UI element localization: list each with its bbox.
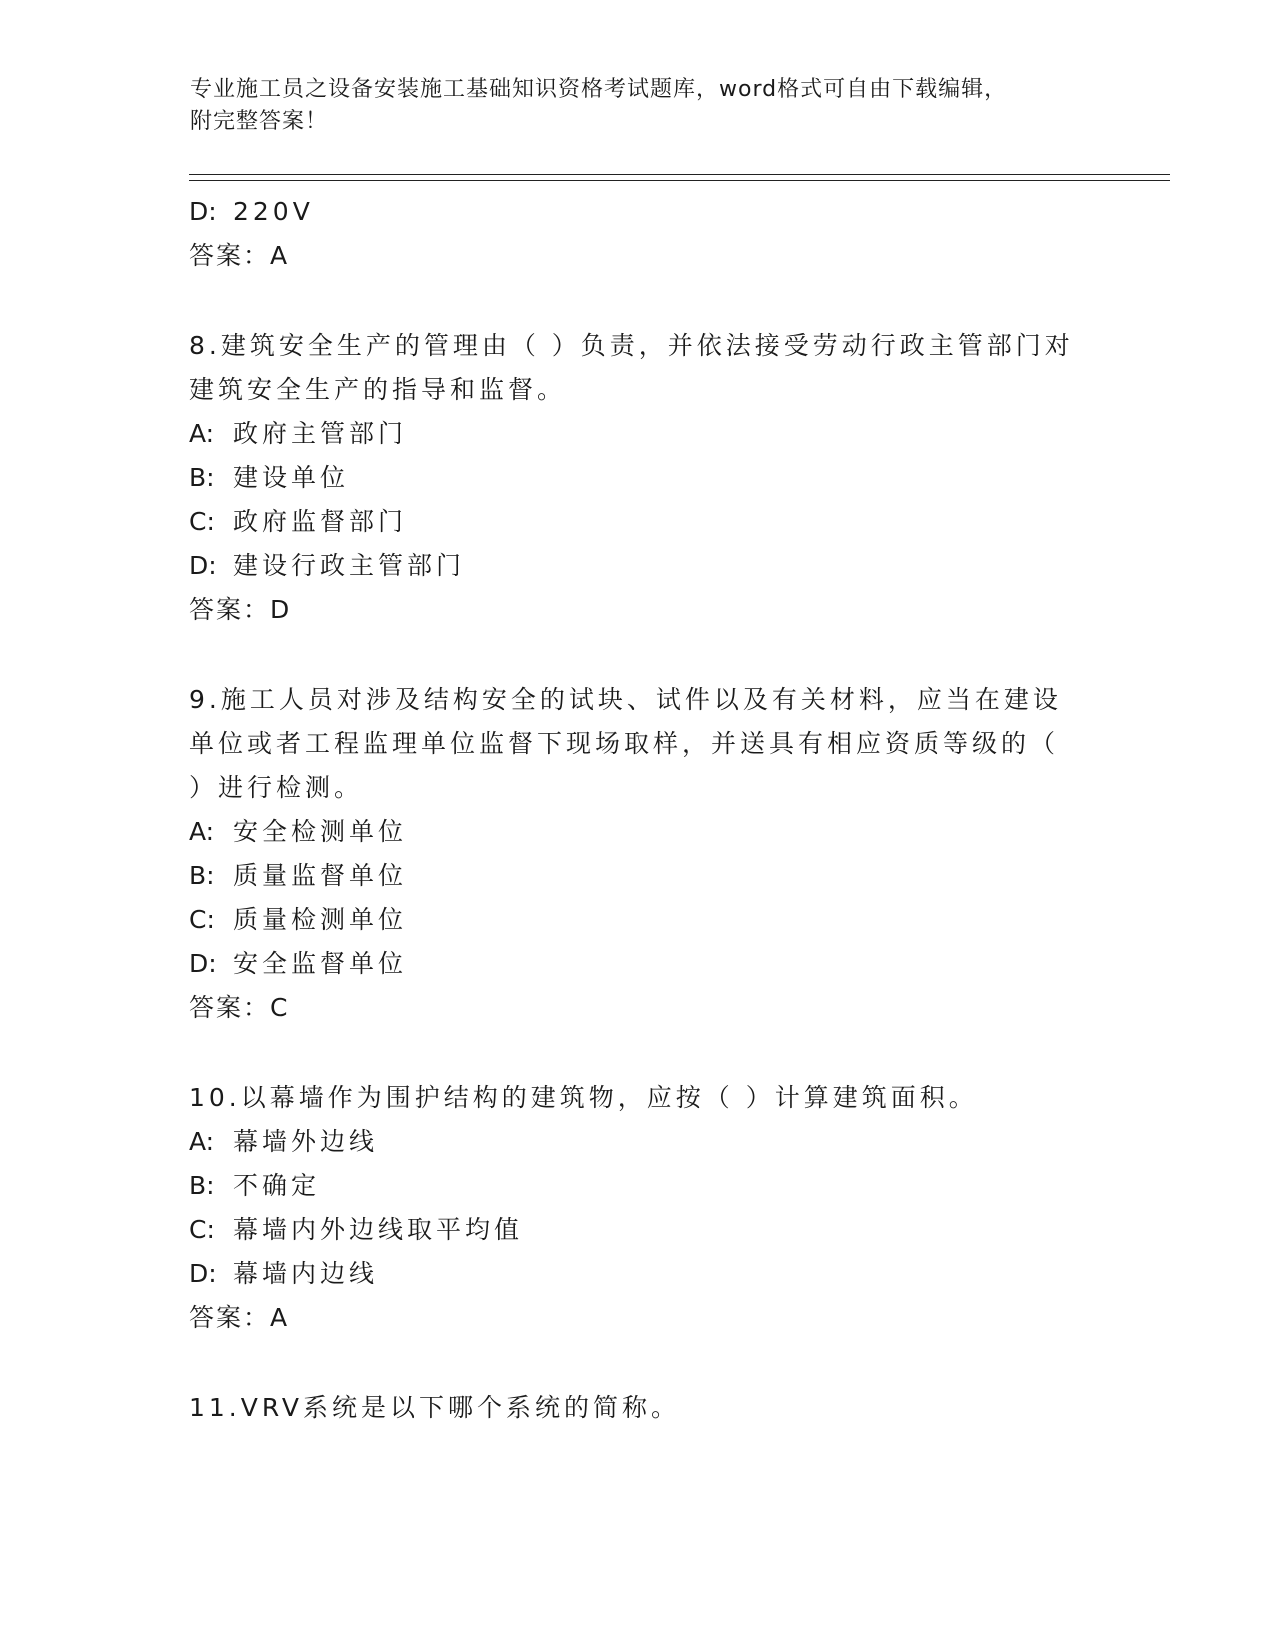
header-title-line-1: 专业施工员之设备安装施工基础知识资格考试题库，word格式可自由下载编辑， bbox=[190, 77, 1008, 102]
q9-option-b bbox=[189, 862, 407, 890]
q8-option-d bbox=[189, 552, 465, 580]
q10-option-b bbox=[189, 1172, 320, 1200]
q9-stem-line-2: 单位或者工程监理单位监督下现场取样，并送具有相应资质等级的（ bbox=[189, 729, 1060, 758]
option-key: A: bbox=[189, 419, 215, 448]
q10-stem-line-1: 10.以幕墙作为围护结构的建筑物，应按（ ）计算建筑面积。 bbox=[189, 1083, 978, 1112]
option-key: C: bbox=[189, 507, 215, 536]
option-key: D: bbox=[189, 197, 217, 226]
option-text: 幕墙内外边线取平均值 bbox=[233, 1215, 524, 1244]
option-text: 建设行政主管部门 bbox=[233, 551, 466, 580]
q10-option-a bbox=[189, 1128, 378, 1156]
q9-answer: 答案：C bbox=[189, 993, 290, 1022]
option-key: D: bbox=[189, 949, 217, 978]
q7-option-d bbox=[189, 198, 314, 226]
option-text: 220V bbox=[233, 197, 314, 226]
q10-option-d bbox=[189, 1260, 378, 1288]
q8-option-a bbox=[189, 420, 407, 448]
header-title-line-2: 附完整答案！ bbox=[190, 109, 329, 134]
header-divider-bottom bbox=[189, 180, 1170, 181]
header-divider-top bbox=[189, 174, 1170, 175]
option-key: D: bbox=[189, 1259, 217, 1288]
option-text: 质量监督单位 bbox=[233, 861, 408, 890]
q8-option-c bbox=[189, 508, 407, 536]
option-key: B: bbox=[189, 861, 215, 890]
option-key: B: bbox=[189, 463, 215, 492]
option-text: 政府监督部门 bbox=[233, 507, 408, 536]
q11-stem-line-1: 11.VRV系统是以下哪个系统的简称。 bbox=[189, 1393, 680, 1422]
option-text: 幕墙外边线 bbox=[233, 1127, 379, 1156]
q7-answer: 答案：A bbox=[189, 241, 290, 270]
option-text: 建设单位 bbox=[233, 463, 350, 492]
option-text: 政府主管部门 bbox=[233, 419, 408, 448]
option-key: D: bbox=[189, 551, 217, 580]
q8-stem-line-2: 建筑安全生产的指导和监督。 bbox=[189, 375, 567, 404]
q9-option-a bbox=[189, 818, 407, 846]
q10-answer: 答案：A bbox=[189, 1303, 290, 1332]
q9-option-d bbox=[189, 950, 407, 978]
q9-option-c bbox=[189, 906, 407, 934]
q8-answer: 答案：D bbox=[189, 595, 292, 624]
q8-stem-line-1: 8.建筑安全生产的管理由（ ）负责，并依法接受劳动行政主管部门对 bbox=[189, 331, 1074, 360]
option-text: 安全检测单位 bbox=[233, 817, 408, 846]
option-key: B: bbox=[189, 1171, 215, 1200]
option-key: C: bbox=[189, 1215, 215, 1244]
option-key: C: bbox=[189, 905, 215, 934]
q9-stem-line-3: ）进行检测。 bbox=[189, 773, 364, 802]
option-text: 幕墙内边线 bbox=[233, 1259, 379, 1288]
option-text: 安全监督单位 bbox=[233, 949, 408, 978]
option-key: A: bbox=[189, 1127, 215, 1156]
option-text: 不确定 bbox=[233, 1171, 321, 1200]
q10-option-c bbox=[189, 1216, 523, 1244]
option-key: A: bbox=[189, 817, 215, 846]
q8-option-b bbox=[189, 464, 349, 492]
option-text: 质量检测单位 bbox=[233, 905, 408, 934]
q9-stem-line-1: 9.施工人员对涉及结构安全的试块、试件以及有关材料，应当在建设 bbox=[189, 685, 1062, 714]
